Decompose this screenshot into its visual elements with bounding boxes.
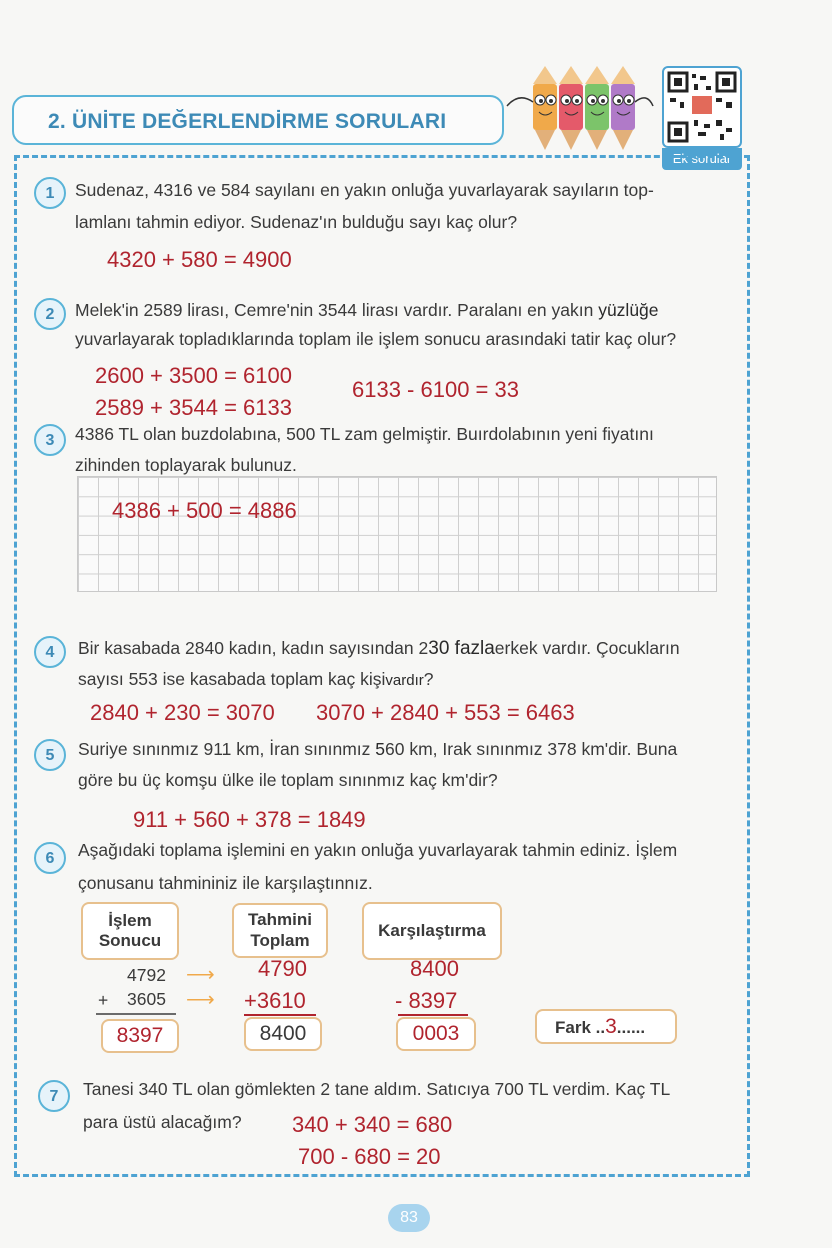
question-4-answer-1: 2840 + 230 = 3070 <box>90 700 275 725</box>
question-1-answer: 4320 + 580 = 4900 <box>107 247 292 272</box>
kars-result: 0003 <box>396 1017 476 1051</box>
islem-plus-sign: + <box>98 990 109 1010</box>
islem-number-a: 4792 <box>127 965 166 985</box>
question-5-inserted-digit: 5 <box>375 739 386 759</box>
question-7-answer-2: 700 - 680 = 20 <box>298 1144 441 1169</box>
question-5-line-2: göre bu üç komşu ülke ile toplam sınınmız kaç km'dir? <box>78 770 498 790</box>
fark-label: Fark .. <box>555 1018 606 1037</box>
kars-number-b: - 8397 <box>395 988 458 1013</box>
question-number-3: 3 <box>34 424 66 456</box>
question-1-line-1: Sudenaz, 4316 ve 584 sayılanı en yakın onluğa yuvarlayarak sayıların top- <box>75 180 654 200</box>
header-islem-line-2: Sonucu <box>98 931 162 950</box>
header-tahmini-line-1: Tahmini <box>248 910 312 930</box>
question-3-line-1: 4386 TL olan buzdolabına, 500 TL zam gelmiştir. Buırdolabının yeni fiyatını <box>75 424 654 444</box>
tahmini-sum-line <box>244 1014 316 1016</box>
question-4-line-2 <box>78 669 433 690</box>
question-2-line-1-text: Melek'in 2589 lirası, Cemre'nin 3544 lirası vardır. Paralanı en yakın <box>75 300 594 320</box>
arrow-right-icon: ⟶ <box>186 989 215 1011</box>
question-4-line-1-pre: Bir kasabada 2840 kadın, kadın sayısından 2 <box>78 638 429 658</box>
pencil-red <box>559 66 583 150</box>
question-5-line-1-post: 60 km, Irak sınınmız 378 km'dir. Buna <box>385 739 678 759</box>
question-4-line-2-post: ? <box>423 669 434 689</box>
pencil-purple <box>611 66 635 150</box>
header-karsilastirma: Karşılaştırma <box>362 902 502 960</box>
question-4-inserted-word: vardır <box>385 672 424 689</box>
question-2-answer-1: 2600 + 3500 = 6100 <box>95 363 292 388</box>
question-2-answer-2: 2589 + 3544 = 6133 <box>95 395 292 420</box>
fark-box <box>535 1009 677 1044</box>
question-4-inserted-phrase: 30 fazla <box>428 638 495 659</box>
islem-result: 8397 <box>101 1019 179 1053</box>
question-7-answer-1: 340 + 340 = 680 <box>292 1112 453 1137</box>
header-islem-sonucu <box>81 902 179 960</box>
header-tahmini-line-2: Toplam <box>250 930 310 950</box>
question-4-answer-2: 3070 + 2840 + 553 = 6463 <box>316 700 575 725</box>
header-islem-line-1: İşlem <box>108 910 152 930</box>
question-5-line-1-pre: Suriye sınınmız 911 km, İran sınınmız <box>78 739 376 759</box>
tahmini-result: 8400 <box>244 1017 322 1051</box>
question-2-inserted-word: yüzlüğe <box>598 300 659 320</box>
question-number-6: 6 <box>34 842 66 874</box>
tahmini-number-b: +3610 <box>244 988 306 1013</box>
qr-code[interactable] <box>662 66 742 148</box>
question-5-line-1 <box>78 739 677 760</box>
qr-code-icon <box>664 68 740 146</box>
question-4-line-2-pre: sayısı 553 ise kasabada toplam kaç kişi <box>78 669 386 689</box>
question-3-answer: 4386 + 500 = 4886 <box>112 498 297 523</box>
answer-grid <box>77 476 717 592</box>
fark-value: 3 <box>605 1015 617 1038</box>
question-2-line-2: yuvarlayarak topladıklarında toplam ile işlem sonucu arasındaki tatir kaç olur? <box>75 329 677 349</box>
question-number-5: 5 <box>34 739 66 771</box>
kars-sum-line <box>398 1014 468 1016</box>
pencil-green <box>585 66 609 150</box>
ek-sorular-tab[interactable]: Ek sorular <box>662 148 742 170</box>
question-number-2: 2 <box>34 298 66 330</box>
header-tahmini-toplam <box>232 903 328 958</box>
fark-dots: ...... <box>616 1018 646 1037</box>
question-6-line-2: çonusanu tahmininiz ile karşılaştınnız. <box>78 873 373 893</box>
question-2-answer-3: 6133 - 6100 = 33 <box>352 377 519 402</box>
kars-number-a: 8400 <box>410 956 459 981</box>
page-number: 83 <box>388 1204 430 1232</box>
question-number-4: 4 <box>34 636 66 668</box>
question-7-line-1: Tanesi 340 TL olan gömlekten 2 tane aldım. Satıcıya 700 TL verdim. Kaç TL <box>83 1079 671 1099</box>
question-3-line-2: zihinden toplayarak bulunuz. <box>75 455 297 475</box>
question-4-line-1-post: erkek vardır. Çocukların <box>494 638 680 658</box>
question-6-line-1: Aşağıdaki toplama işlemini en yakın onluğa yuvarlayarak tahmin ediniz. İşlem <box>78 840 678 860</box>
question-1-line-2: lamlanı tahmin ediyor. Sudenaz'ın bulduğu sayı kaç olur? <box>75 212 518 232</box>
question-number-1: 1 <box>34 177 66 209</box>
question-2-line-1 <box>75 300 659 321</box>
question-7-line-2: para üstü alacağım? <box>83 1112 242 1132</box>
question-5-answer: 911 + 560 + 378 = 1849 <box>133 807 366 832</box>
tahmini-number-a: 4790 <box>258 956 307 981</box>
question-4-line-1 <box>78 638 680 660</box>
islem-number-b: 3605 <box>127 989 166 1009</box>
pencil-orange <box>533 66 557 150</box>
pencil-mascots-illustration <box>505 62 655 157</box>
page-title: 2. ÜNİTE DEĞERLENDİRME SORULARI <box>48 110 447 133</box>
question-number-7: 7 <box>38 1080 70 1112</box>
arrow-right-icon: ⟶ <box>186 964 215 986</box>
islem-sum-line <box>96 1013 176 1015</box>
